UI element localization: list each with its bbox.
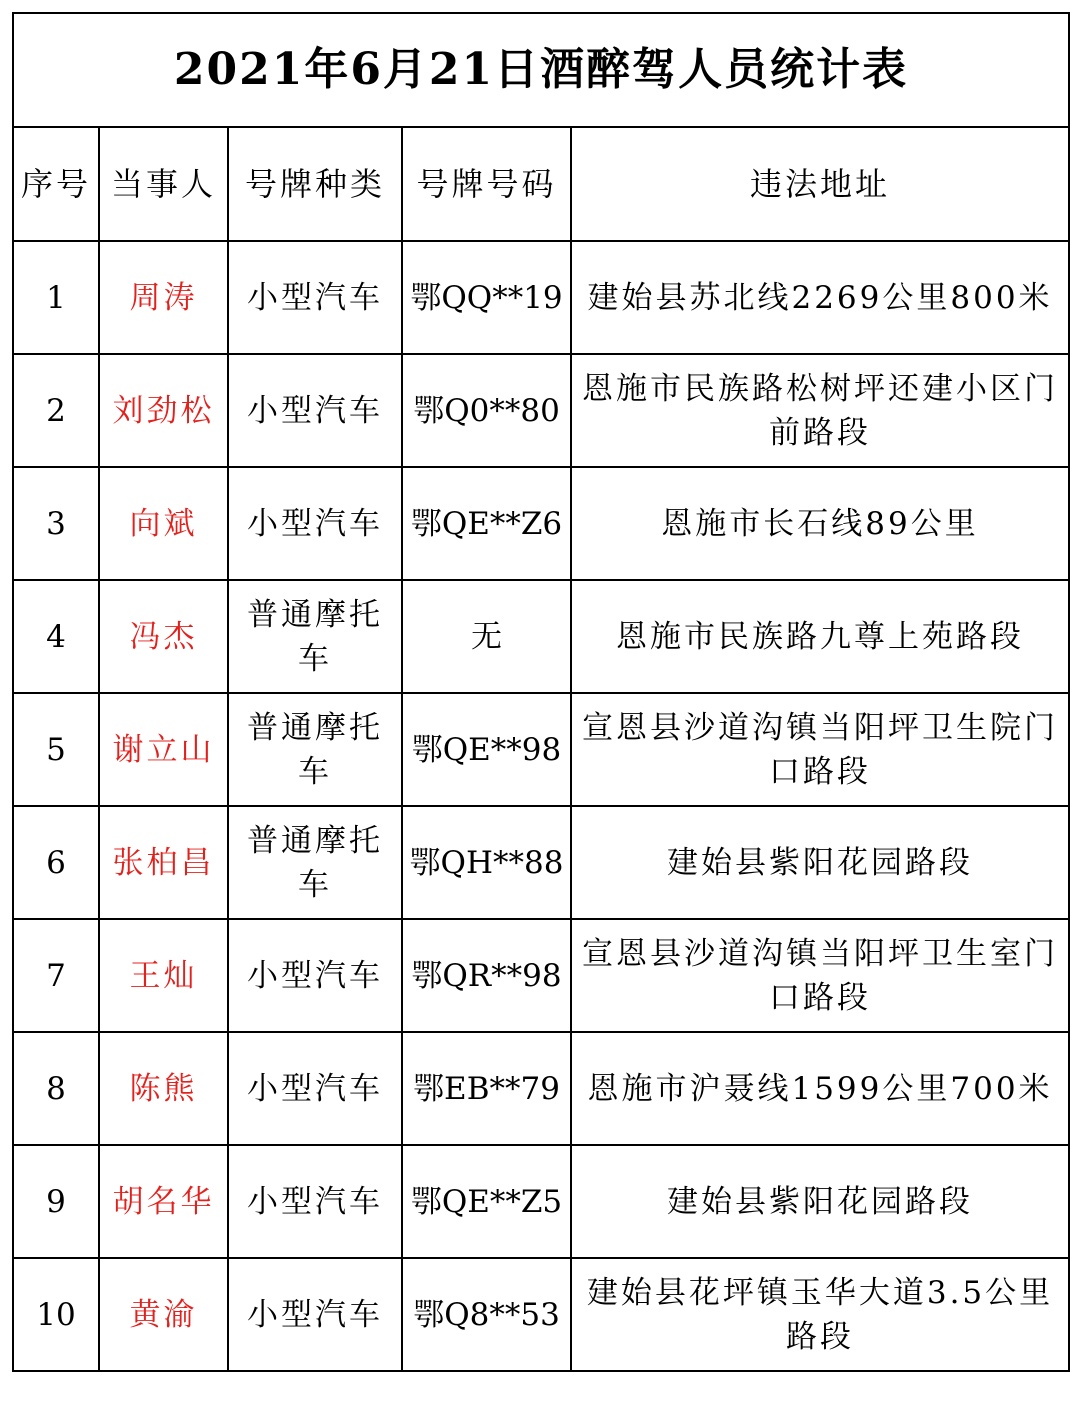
row-seq: 3 (13, 467, 99, 580)
row-address: 恩施市长石线89公里 (571, 467, 1069, 580)
row-seq: 4 (13, 580, 99, 693)
row-address: 建始县苏北线2269公里800米 (571, 241, 1069, 354)
row-plate-type: 小型汽车 (228, 354, 402, 467)
row-seq: 9 (13, 1145, 99, 1258)
table-row (13, 1258, 1069, 1371)
header-party: 当事人 (99, 127, 228, 241)
table-row (13, 1032, 1069, 1145)
row-plate-number: 鄂EB**79 (402, 1032, 571, 1145)
row-plate-type: 普通摩托车 (228, 580, 402, 693)
table-row (13, 354, 1069, 467)
row-plate-type: 普通摩托车 (228, 693, 402, 806)
row-plate-number: 鄂Q0**80 (402, 354, 571, 467)
row-party-name: 胡名华 (99, 1145, 228, 1258)
row-plate-type: 小型汽车 (228, 467, 402, 580)
table-row (13, 1145, 1069, 1258)
header-address: 违法地址 (571, 127, 1069, 241)
row-seq: 2 (13, 354, 99, 467)
drunk-driving-stats-table (12, 12, 1070, 1372)
header-plate-number: 号牌号码 (402, 127, 571, 241)
row-plate-type: 小型汽车 (228, 1032, 402, 1145)
row-plate-type: 小型汽车 (228, 1145, 402, 1258)
row-party-name: 冯杰 (99, 580, 228, 693)
row-plate-number: 鄂Q8**53 (402, 1258, 571, 1371)
header-seq: 序号 (13, 127, 99, 241)
header-plate-type: 号牌种类 (228, 127, 402, 241)
title-row (13, 13, 1069, 127)
row-address: 建始县紫阳花园路段 (571, 1145, 1069, 1258)
table-row (13, 467, 1069, 580)
row-plate-number: 鄂QE**98 (402, 693, 571, 806)
row-plate-number: 鄂QR**98 (402, 919, 571, 1032)
stats-table-container (12, 12, 1068, 1372)
row-address: 宣恩县沙道沟镇当阳坪卫生院门口路段 (571, 693, 1069, 806)
table-title: 2021年6月21日酒醉驾人员统计表 (13, 13, 1069, 127)
table-row (13, 806, 1069, 919)
row-party-name: 周涛 (99, 241, 228, 354)
row-seq: 1 (13, 241, 99, 354)
row-party-name: 王灿 (99, 919, 228, 1032)
row-plate-type: 小型汽车 (228, 919, 402, 1032)
row-address: 建始县花坪镇玉华大道3.5公里路段 (571, 1258, 1069, 1371)
row-party-name: 陈熊 (99, 1032, 228, 1145)
row-party-name: 向斌 (99, 467, 228, 580)
row-plate-type: 小型汽车 (228, 1258, 402, 1371)
row-plate-number: 鄂QH**88 (402, 806, 571, 919)
row-seq: 6 (13, 806, 99, 919)
row-plate-type: 普通摩托车 (228, 806, 402, 919)
row-address: 宣恩县沙道沟镇当阳坪卫生室门口路段 (571, 919, 1069, 1032)
table-body (13, 241, 1069, 1371)
table-row (13, 241, 1069, 354)
row-party-name: 张柏昌 (99, 806, 228, 919)
table-row (13, 693, 1069, 806)
row-address: 建始县紫阳花园路段 (571, 806, 1069, 919)
row-plate-number: 无 (402, 580, 571, 693)
row-address: 恩施市民族路松树坪还建小区门前路段 (571, 354, 1069, 467)
table-row (13, 580, 1069, 693)
row-party-name: 刘劲松 (99, 354, 228, 467)
row-party-name: 黄渝 (99, 1258, 228, 1371)
row-address: 恩施市民族路九尊上苑路段 (571, 580, 1069, 693)
table-row (13, 919, 1069, 1032)
row-address: 恩施市沪聂线1599公里700米 (571, 1032, 1069, 1145)
row-plate-number: 鄂QE**Z6 (402, 467, 571, 580)
row-party-name: 谢立山 (99, 693, 228, 806)
row-seq: 7 (13, 919, 99, 1032)
header-row (13, 127, 1069, 241)
row-seq: 5 (13, 693, 99, 806)
row-plate-type: 小型汽车 (228, 241, 402, 354)
row-seq: 8 (13, 1032, 99, 1145)
row-seq: 10 (13, 1258, 99, 1371)
row-plate-number: 鄂QQ**19 (402, 241, 571, 354)
row-plate-number: 鄂QE**Z5 (402, 1145, 571, 1258)
